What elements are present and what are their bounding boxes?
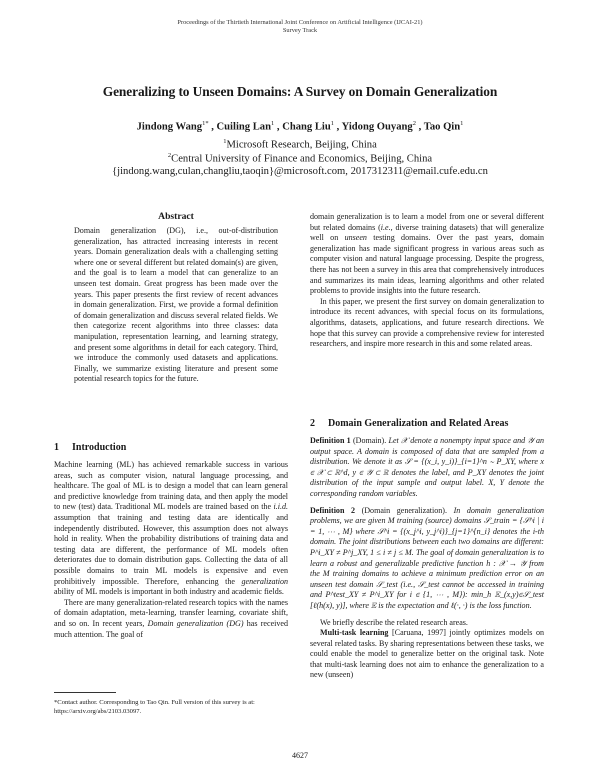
author-5-sup: 1 — [460, 120, 464, 127]
right-p1-part-a: domain generalization is to learn a model from one or several different but related domains ( — [310, 212, 544, 232]
page-number: 4627 — [292, 751, 308, 760]
definition-1-name: (Domain). — [350, 436, 389, 445]
section-2-heading — [310, 418, 508, 429]
affiliation-2 — [0, 152, 600, 165]
multi-task-learning-paragraph — [310, 628, 544, 681]
definition-1-label: Definition 1 — [310, 436, 351, 445]
section-2-number: 2 — [310, 418, 315, 429]
intro-p1-iid: i.i.d. — [273, 502, 288, 512]
section-1-heading — [54, 442, 126, 453]
definition-1-text: Let 𝒳 denote a nonempty input space and 𝒴 an output space. A domain is composed of data that are sampled from a distribution. We denote it as 𝒮 = {(x_i, y_i)}_{i=1}^n ∼ P_XY, where x ∈ 𝒳 ⊂ ℝ^d, y ∈ 𝒴 ⊂ ℝ denotes the label, and P_XY denotes the joint distribution of the input sample and output label. X, Y denote the corresponding random variables. — [310, 436, 544, 498]
affiliation-2-sup: 2 — [167, 152, 172, 159]
proceedings-line-1: Proceedings of the Thirtieth International Joint Conference on Artificial Intelligence (IJCAI-21) — [177, 19, 423, 26]
proceedings-line-2: Survey Track — [282, 27, 318, 34]
intro-p2-dg: Domain generalization (DG) — [147, 618, 244, 628]
right-p1-part-b: , diverse training datasets) that will generalize well on — [310, 222, 545, 243]
intro-paragraph-1 — [54, 460, 288, 598]
author-1: Jindong Wang — [136, 121, 203, 133]
intro-p1-part-b: assumption that training and testing data are identically and independently distributed. However, this assumption does not always hold in reality. When the probability distributions of training data and testing data are different, the performance of ML models often deteriorates due to domain distribution gaps. Collecting the data of all possible domains to train ML models is expensive and even prohibitively impossible. Therefore, enhancing the — [54, 512, 288, 586]
author-sep-2: , — [274, 121, 283, 133]
footnote: *Contact author. Corresponding to Tao Qin. Full version of this survey is at: https://arxiv.org/abs/2103.03097. — [54, 699, 255, 715]
affiliation-2-text: Central University of Finance and Economics, Beijing, China — [171, 153, 433, 165]
right-p1-part-c: testing domains. Over the past years, domain generalization has made significant progress in various areas such as computer vision and natural language processing. Despite the progress, there has not been a survey in this area that comprehensively introduces and summarizes its main ideas, learning algorithms and other related problems to provide insights into the future research. — [310, 233, 544, 296]
author-2-sup: 1 — [270, 120, 275, 127]
abstract-heading: Abstract — [158, 211, 194, 222]
right-column-intro — [310, 212, 544, 350]
intro-p2-part-b: has received much attention. The goal of — [54, 618, 288, 639]
affiliation-1-text: Microsoft Research, Beijing, China — [226, 139, 377, 151]
author-3: Chang Liu — [282, 121, 331, 133]
author-1-sup: 1* — [202, 120, 209, 127]
author-sep-3: , — [334, 121, 342, 133]
author-emails: {jindong.wang,culan,changliu,taoqin}@microsoft.com, 2017312311@email.cufe.edu.cn — [112, 166, 488, 177]
author-4: Yidong Ouyang — [341, 121, 413, 133]
section-2-body — [310, 436, 544, 681]
section-1-title: Introduction — [72, 442, 127, 453]
intro-p2-part-a: There are many generalization-related research topics with the names of domain adaptation, meta-learning, transfer learning, covariate shift, and so on. In recent years, — [54, 597, 288, 628]
author-sep-1: , — [208, 121, 217, 133]
intro-paragraph-2 — [54, 598, 288, 640]
author-4-sup: 2 — [412, 120, 416, 127]
right-paragraph-2: In this paper, we present the first survey on domain generalization to introduce its recent advances, with special focus on its formulations, algorithms, datasets, applications, and future research directions. We hope that this survey can provide a comprehensive review for interested researchers, and inspire more research in this and some related areas. — [310, 296, 544, 349]
section-1-number: 1 — [54, 442, 59, 453]
paper-title: Generalizing to Unseen Domains: A Survey on Domain Generalization — [102, 84, 498, 99]
abstract-text: Domain generalization (DG), i.e., out-of-distribution generalization, has attracted increasing interests in recent years. Domain generalization deals with a challenging setting where one or several different but related domain(s) are given, and the goal is to learn a model that can generalize to an unseen test domain. Great progress has been made over the years. This paper presents the first review of recent advances in domain generalization. First, we provide a formal definition of domain generalization and discuss several related fields. We then categorize recent algorithms into three classes: data manipulation, representation learning, and learning strategy, and present some algorithms in detail for each category. Third, we introduce the commonly used datasets and applications. Finally, we summarize existing literature and present some potential research topics for the future. — [74, 226, 278, 384]
right-p1-unseen: unseen — [344, 233, 367, 243]
author-5: Tao Qin — [423, 121, 461, 133]
intro-p1-part-c: ability of ML models is important in both industry and academic fields. — [54, 587, 284, 597]
section-2-title: Domain Generalization and Related Areas — [328, 418, 509, 429]
proceedings-header — [0, 19, 600, 35]
multi-task-learning-label: Multi-task learning — [320, 628, 389, 638]
author-3-sup: 1 — [330, 120, 335, 127]
definition-2-name: (Domain generalization). — [355, 505, 454, 515]
author-sep-4: , — [415, 121, 424, 133]
related-areas-intro: We briefly describe the related research areas. — [320, 617, 468, 627]
definition-2 — [310, 506, 544, 612]
intro-p1-generalization: generalization — [241, 576, 288, 586]
right-p1-ie: i.e. — [380, 222, 391, 232]
affiliation-1-sup: 1 — [223, 138, 227, 145]
intro-p1-part-a: Machine learning (ML) has achieved remarkable success in various areas, such as computer vision, natural language processing, and healthcare. The goal of ML is to design a model that can learn general and predictive knowledge from training data, and then apply the model to new (test) data. Traditional ML models are trained based on the — [54, 460, 288, 512]
affiliation-1 — [0, 138, 600, 151]
multi-task-learning-text: [Caruana, 1997] jointly optimizes models on several related tasks. By sharing representations between these tasks, we could enable the model to generalize better on the original task. Note that multi-task learning does not aim to enhance the generalization to a new (unseen) — [310, 628, 544, 680]
definition-2-text: In domain generalization problems, we are given M training (source) domains 𝒮_train = {𝒮^i | i = 1, ⋯ , M} where 𝒮^i = {(x_j^i, y_j^i)}_{j=1}^{n_i} denotes the i-th domain. The joint distributions between each two domains are different: P^i_XY ≠ P^j_XY, 1 ≤ i ≠ j ≤ M. The goal of domain generalization is to learn a robust and generalizable predictive function h : 𝒳 → 𝒴 from the M training domains to achieve a minimum prediction error on an unseen test domain 𝒮_test (i.e., 𝒮_test cannot be accessed in training and P^test_XY ≠ P^i_XY for i ∈ {1, ⋯ , M}): min_h 𝔼_(x,y)∈𝒮_test [ℓ(h(x), y)], where 𝔼 is the expectation and ℓ(·, ·) is the loss function. — [310, 505, 545, 610]
footnote-rule — [54, 692, 116, 693]
author-2: Cuiling Lan — [216, 121, 271, 133]
definition-1 — [310, 436, 544, 500]
intro-body — [54, 460, 288, 640]
author-list — [0, 120, 600, 133]
definition-2-label: Definition 2 — [310, 505, 356, 515]
right-paragraph-1 — [310, 212, 544, 297]
